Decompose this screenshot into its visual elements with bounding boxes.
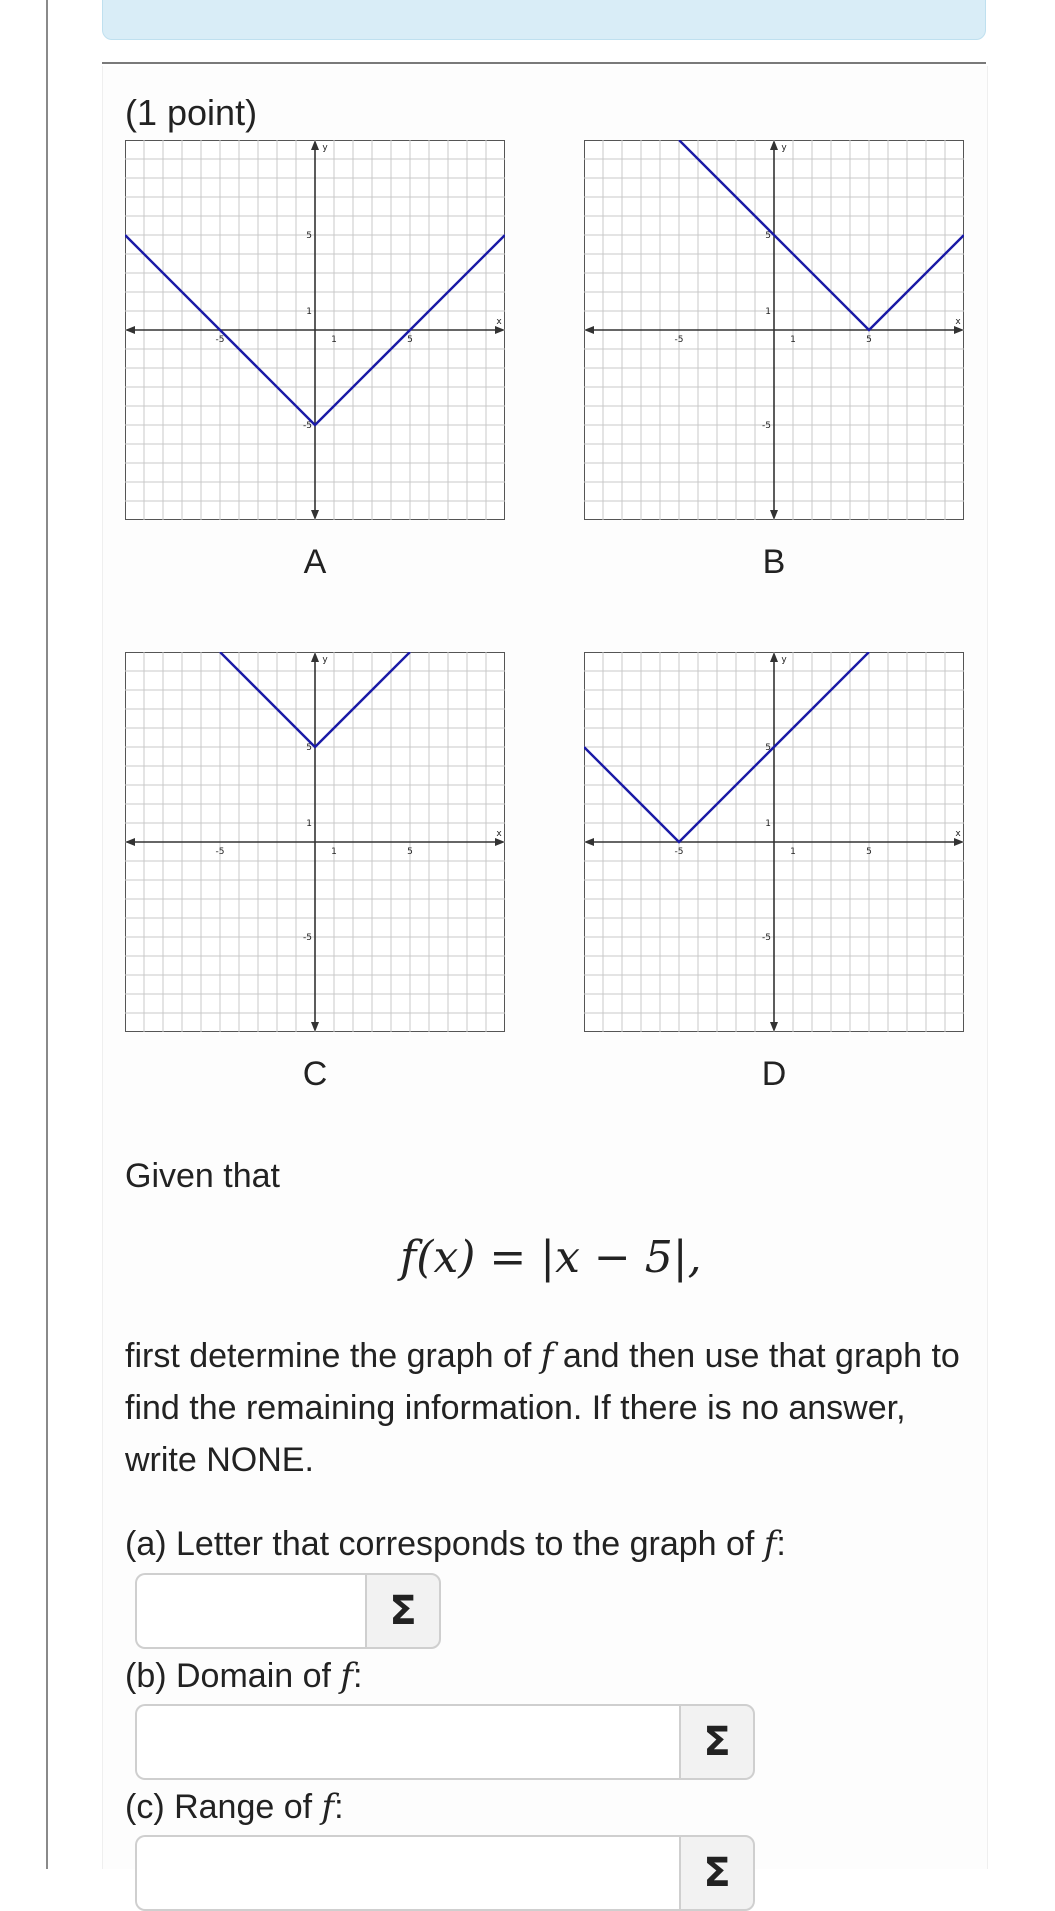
y-tick-label: 5: [306, 231, 312, 241]
graph-d-label: D: [761, 1055, 787, 1093]
left-border: [46, 0, 48, 1869]
x-tick-label: 5: [866, 847, 872, 857]
instructions-fvar: f: [540, 1336, 554, 1376]
y-tick-label: -5: [762, 421, 771, 431]
y-axis-label: y: [322, 143, 328, 153]
x-tick-label: 5: [866, 335, 872, 345]
problem-points: (1 point): [125, 92, 258, 133]
y-axis-label: y: [781, 655, 787, 665]
y-tick-label: 1: [765, 307, 771, 317]
given-label: Given that: [125, 1157, 280, 1195]
graph-c-label: C: [302, 1055, 328, 1093]
x-tick-label: 1: [331, 847, 337, 857]
y-tick-label: 5: [765, 231, 771, 241]
question-c-suffix: :: [334, 1788, 344, 1826]
formula-rhs: |x − 5|,: [540, 1232, 702, 1283]
header-divider: [102, 62, 986, 64]
question-c-var: f: [321, 1787, 335, 1827]
answer-b-input[interactable]: [135, 1704, 679, 1780]
graph-plot: [584, 652, 964, 1032]
graph-b-label: B: [762, 543, 786, 581]
answer-c-group: [135, 1835, 755, 1911]
x-tick-label: 5: [407, 335, 413, 345]
function-formula: [400, 1232, 702, 1283]
question-c-text: (c) Range of: [125, 1788, 322, 1826]
graph-c: [125, 652, 505, 1032]
graph-plot: [584, 140, 964, 520]
x-tick-label: 5: [407, 847, 413, 857]
x-axis-label: x: [955, 317, 961, 327]
instructions-part1: first determine the graph of: [125, 1337, 541, 1375]
sigma-icon[interactable]: Σ: [365, 1573, 441, 1649]
y-tick-label: -5: [303, 421, 312, 431]
graph-a: [125, 140, 505, 520]
y-tick-label: 5: [306, 743, 312, 753]
y-tick-label: -5: [303, 933, 312, 943]
graph-a-label: A: [303, 543, 327, 581]
y-axis-label: y: [322, 655, 328, 665]
attempts-banner: [102, 0, 986, 40]
answer-a-group: [135, 1573, 441, 1649]
question-b-var: f: [340, 1656, 353, 1696]
instructions-part2: and then use that graph to find the remaining information. If there is no answer, write NONE.: [125, 1337, 960, 1479]
question-a-label: [125, 1518, 786, 1570]
x-axis-label: x: [496, 829, 502, 839]
formula-lhs: f(x) =: [400, 1232, 541, 1283]
sigma-icon[interactable]: Σ: [679, 1835, 755, 1911]
y-tick-label: 1: [306, 307, 312, 317]
instructions: [125, 1330, 965, 1486]
x-tick-label: -5: [215, 335, 225, 345]
graph-plot: [125, 140, 505, 520]
y-tick-label: 5: [765, 743, 771, 753]
question-a-suffix: :: [776, 1525, 786, 1563]
answer-a-input[interactable]: [135, 1573, 365, 1649]
x-tick-label: 1: [790, 335, 796, 345]
question-b-suffix: :: [353, 1657, 363, 1695]
x-axis-label: x: [496, 317, 502, 327]
x-tick-label: 1: [790, 847, 796, 857]
x-axis-label: x: [955, 829, 961, 839]
y-tick-label: 1: [765, 819, 771, 829]
answer-c-input[interactable]: [135, 1835, 679, 1911]
x-tick-label: -5: [215, 847, 225, 857]
question-b-text: (b) Domain of: [125, 1657, 341, 1695]
question-c-label: [125, 1781, 344, 1833]
graph-plot: [125, 652, 505, 1032]
y-axis-label: y: [781, 143, 787, 153]
question-a-var: f: [763, 1524, 777, 1564]
sigma-icon[interactable]: Σ: [679, 1704, 755, 1780]
graph-b: [584, 140, 964, 520]
graph-d: [584, 652, 964, 1032]
x-tick-label: -5: [674, 335, 684, 345]
y-tick-label: -5: [762, 933, 771, 943]
answer-b-group: [135, 1704, 755, 1780]
x-tick-label: -5: [674, 847, 684, 857]
x-tick-label: 1: [331, 335, 337, 345]
question-b-label: [125, 1650, 362, 1702]
y-tick-label: 1: [306, 819, 312, 829]
attempts-text: [143, 0, 785, 1]
question-a-text: (a) Letter that corresponds to the graph of: [125, 1525, 764, 1563]
